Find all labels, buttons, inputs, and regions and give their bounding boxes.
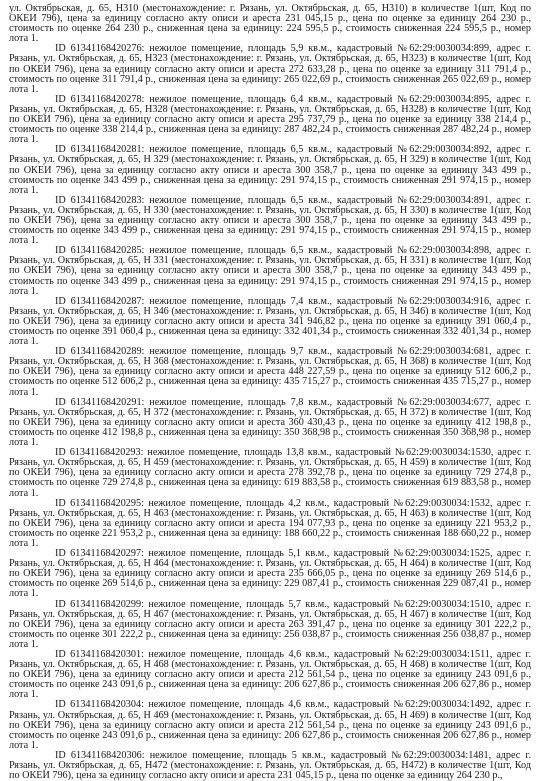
- lot-paragraph: ID 61341168420281: нежилое помещение, площадь 6,5 кв.м., кадастровый №62:29:0030034:892, адрес г. Рязань, ул. Октябрьская, д. 65, Н 329 (местонахождение: г. Рязань, ул. Октябрьская, д. 65, Н 329) в количестве 1(шт, Код по ОКЕИ 796), цена за единицу согласно акту описи и ареста 300 358,7 р., цена по оценке за единицу 343 499 р., стоимость по оценке 343 499 р., сниженная цена за единицу: 291 974,15 р., стоимость сниженная 291 974,15 р., номер лота 1.: [9, 144, 531, 196]
- lot-paragraph: ID 61341168420276: нежилое помещение, площадь 5,9 кв.м., кадастровый №62:29:0030034:899, адрес г. Рязань, ул. Октябрьская, д. 65, Н323 (местонахождение: г. Рязань, ул. Октябрьская, д. 65, Н323) в количестве 1(шт, Код по ОКЕИ 796), цена за единицу согласно акту описи и ареста 272 633,28 р., цена по оценке за единицу 311 791,4 р., стоимость по оценке 311 791,4 р., сниженная цена за единицу: 265 022,69 р., стоимость сниженная 265 022,69 р., номер лота 1.: [9, 43, 531, 95]
- lot-paragraph: ул. Октябрьская, д. 65, Н310 (местонахождение: г. Рязань, ул. Октябрьская, д. 65, Н310) в количестве 1(шт, Код по ОКЕИ 796), цена за единицу согласно акту описи и ареста 231 045,15 р., цена по оценке за единицу 264 230 р., стоимость по оценке 264 230 р., сниженная цена за единицу: 224 595,5 р., стоимость сниженная 224 595,5 р., номер лота 1.: [9, 3, 531, 45]
- lot-paragraph: ID 61341168420278: нежилое помещение, площадь 6,4 кв.м., кадастровый №62:29:0030034:895, адрес г. Рязань, ул. Октябрьская, д. 65, Н328 (местонахождение: г. Рязань, ул. Октябрьская, д. 65, Н328) в количестве 1(шт, Код по ОКЕИ 796), цена за единицу согласно акту описи и ареста 295 737,79 р., цена по оценке за единицу 338 214,4 р., стоимость по оценке 338 214,4 р., сниженная цена за единицу: 287 482,24 р., стоимость сниженная 287 482,24 р., номер лота 1.: [9, 93, 531, 146]
- lot-paragraph: ID 61341168420293: нежилое помещение, площадь 13,8 кв.м., кадастровый №62:29:0030034:1530, адрес г. Рязань, ул. Октябрьская, д. 65, Н 459 (местонахождение: г. Рязань, ул. Октябрьская, д. 65, Н 459) в количестве 1(шт, Код по ОКЕИ 796), цена за единицу согласно акту описи и ареста 278 392,78 р., цена по оценке за единицу 729 274,8 р., стоимость по оценке 729 274,8 р., сниженная цена за единицу: 619 883,58 р., стоимость сниженная 619 883,58 р., номер лота 1.: [9, 447, 531, 499]
- lot-paragraph: ID 61341168420291: нежилое помещение, площадь 7,8 кв.м., кадастровый №62:29:0030034:677, адрес г. Рязань, ул. Октябрьская, д. 65, Н 372 (местонахождение: г. Рязань, ул. Октябрьская, д. 65, Н 372) в количестве 1(шт, Код по ОКЕИ 796), цена за единицу согласно акту описи и ареста 360 430,43 р., цена по оценке за единицу 412 198,8 р., стоимость по оценке 412 198,8 р., сниженная цена за единицу: 350 368,98 р., стоимость сниженная 350 368,98 р., номер лота 1.: [9, 396, 531, 449]
- lot-paragraph: ID 61341168420301: нежилое помещение, площадь 4,6 кв.м., кадастровый №62:29:0030034:1511, адрес г. Рязань, ул. Октябрьская, д. 65, Н 468 (местонахождение: г. Рязань, ул. Октябрьская, д. 65, Н 468) в количестве 1(шт, Код по ОКЕИ 796), цена за единицу согласно акту описи и ареста 212 561,54 р., цена по оценке за единицу 243 091,6 р., стоимость по оценке 243 091,6 р., сниженная цена за единицу: 206 627,86 р., стоимость сниженная 206 627,86 р., номер лота 1.: [9, 649, 531, 701]
- lot-paragraph: ID 61341168420299: нежилое помещение, площадь 5,7 кв.м., кадастровый №62:29:0030034:1510, адрес г. Рязань, ул. Октябрьская, д. 65, Н 467 (местонахождение: г. Рязань, ул. Октябрьская, д. 65, Н 467) в количестве 1(шт, Код по ОКЕИ 796), цена за единицу согласно акту описи и ареста 263 391,47 р., цена по оценке за единицу 301 222,2 р., стоимость по оценке 301 222,2 р., сниженная цена за единицу: 256 038,87 р., стоимость сниженная 256 038,87 р., номер лота 1.: [9, 598, 531, 650]
- lot-paragraph: ID 61341168420297: нежилое помещение, площадь 5,1 кв.м., кадастровый №62:29:0030034:1525, адрес г. Рязань, ул. Октябрьская, д. 65, Н 464 (местонахождение: г. Рязань, ул. Октябрьская, д. 65, Н 464) в количестве 1(шт, Код по ОКЕИ 796), цена за единицу согласно акту описи и ареста 235 666,05 р., цена по оценке за единицу 269 514,6 р., стоимость по оценке 269 514,6 р., сниженная цена за единицу: 229 087,41 р., стоимость сниженная 229 087,41 р., номер лота 1.: [9, 548, 531, 600]
- lot-paragraph: ID 61341168420287: нежилое помещение, площадь 7,4 кв.м., кадастровый №62:29:0030034:916, адрес г. Рязань, ул. Октябрьская, д. 65, Н 346 (местонахождение: г. Рязань, ул. Октябрьская, д. 65, Н 346) в количестве 1(шт, Код по ОКЕИ 796), цена за единицу согласно акту описи и ареста 341 946,82 р., цена по оценке за единицу 391 060,4 р., стоимость по оценке 391 060,4 р., сниженная цена за единицу: 332 401,34 р., стоимость сниженная 332 401,34 р., номер лота 1.: [9, 295, 531, 348]
- lot-paragraph: ID 61341168420304: нежилое помещение, площадь 4,6 кв.м., кадастровый №62:29:0030034:1492, адрес г. Рязань, ул. Октябрьская, д. 65, Н 469 (местонахождение: г. Рязань, ул. Октябрьская, д. 65, Н 469) в количестве 1(шт, Код по ОКЕИ 796), цена за единицу согласно акту описи и ареста 212 561,54 р., цена по оценке за единицу 243 091,6 р., стоимость по оценке 243 091,6 р., сниженная цена за единицу: 206 627,86 р., стоимость сниженная 206 627,86 р., номер лота 1.: [9, 699, 531, 751]
- lot-paragraph: ID 61341168420306: нежилое помещение, площадь 5 кв.м., кадастровый №62:29:0030034:1481, адрес г. Рязань, ул. Октябрьская, д. 65, Н472 (местонахождение: г. Рязань, ул. Октябрьская, д. 65, Н472) в количестве 1(шт, Код по ОКЕИ 796), цена за единицу согласно акту описи и ареста 231 045,15 р., цена по оценке за единицу 264 230 р.,: [9, 749, 531, 781]
- lot-paragraph: ID 61341168420295: нежилое помещение, площадь 4,2 кв.м., кадастровый №62:29:0030034:1532, адрес г. Рязань, ул. Октябрьская, д. 65, Н 463 (местонахождение: г. Рязань, ул. Октябрьская, д. 65, Н 463) в количестве 1(шт, Код по ОКЕИ 796), цена за единицу согласно акту описи и ареста 194 077,93 р., цена по оценке за единицу 221 953,2 р., стоимость по оценке 221 953,2 р., сниженная цена за единицу: 188 660,22 р., стоимость сниженная 188 660,22 р., номер лота 1.: [9, 497, 531, 549]
- lot-paragraph: ID 61341168420283: нежилое помещение, площадь 6,5 кв.м., кадастровый №62:29:0030034:891, адрес г. Рязань, ул. Октябрьская, д. 65, Н 330 (местонахождение: г. Рязань, ул. Октябрьская, д. 65, Н 330) в количестве 1(шт, Код по ОКЕИ 796), цена за единицу согласно акту описи и ареста 300 358,7 р., цена по оценке за единицу 343 499 р., стоимость по оценке 343 499 р., сниженная цена за единицу: 291 974,15 р., стоимость сниженная 291 974,15 р., номер лота 1.: [9, 194, 531, 247]
- lot-paragraph: ID 61341168420289: нежилое помещение, площадь 9,7 кв.м., кадастровый №62:29:0030034:681, адрес г. Рязань, ул. Октябрьская, д. 65, Н 368 (местонахождение: г. Рязань, ул. Октябрьская, д. 65, Н 368) в количестве 1(шт, Код по ОКЕИ 796), цена за единицу согласно акту описи и ареста 448 227,59 р., цена по оценке за единицу 512 606,2 р., стоимость по оценке 512 606,2 р., сниженная цена за единицу: 435 715,27 р., стоимость сниженная 435 715,27 р., номер лота 1.: [9, 346, 531, 398]
- lot-paragraph: ID 61341168420285: нежилое помещение, площадь 6,5 кв.м., кадастровый №62:29:0030034:898, адрес г. Рязань, ул. Октябрьская, д. 65, Н 331 (местонахождение: г. Рязань, ул. Октябрьская, д. 65, Н 331) в количестве 1(шт, Код по ОКЕИ 796), цена за единицу согласно акту описи и ареста 300 358,7 р., цена по оценке за единицу 343 499 р., стоимость по оценке 343 499 р., сниженная цена за единицу: 291 974,15 р., стоимость сниженная 291 974,15 р., номер лота 1.: [9, 245, 531, 297]
